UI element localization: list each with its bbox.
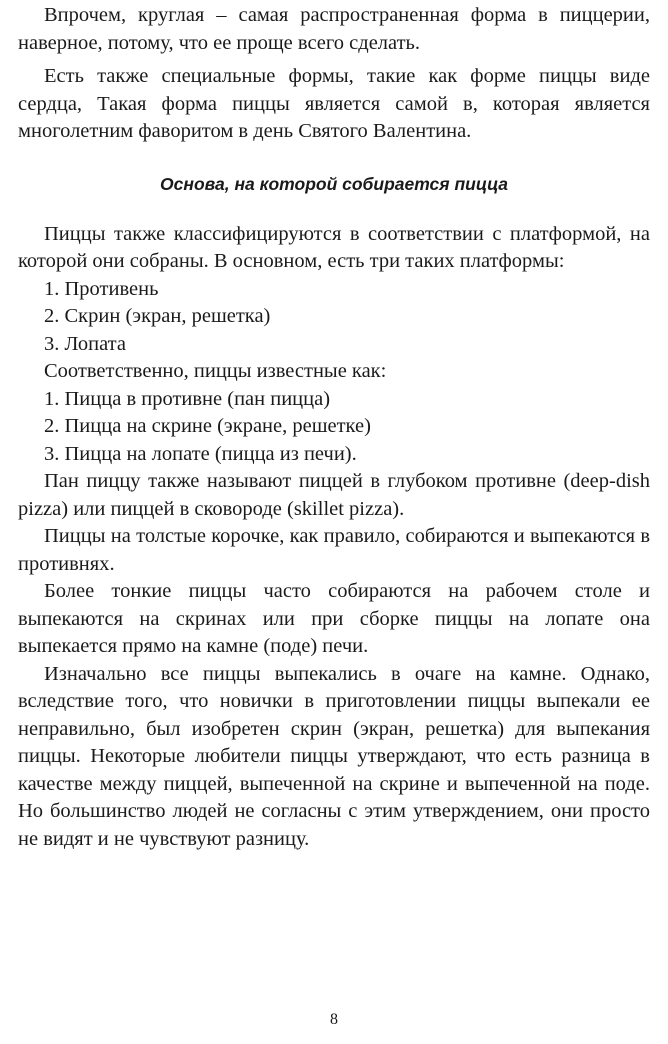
paragraph: Пиццы на толстые корочке, как правило, собираются и выпекаются в противнях.	[18, 525, 650, 575]
paragraph: Впрочем, круглая – самая распространенная форма в пиццерии, наверное, потому, что ее проще всего сделать.	[18, 4, 650, 54]
paragraph: Есть также специальные формы, такие как форме пиццы виде сердца, Такая форма пиццы является самой в, которая является многолетним фаворитом в день Святого Валентина.	[18, 65, 650, 142]
paragraph: Более тонкие пиццы часто собираются на рабочем столе и выпекаются на скринах или при сборке пиццы на лопате она выпекается прямо на камне (поде) печи.	[18, 580, 650, 657]
list-intro: Соответственно, пиццы известные как:	[44, 360, 387, 382]
page-number: 8	[330, 1011, 338, 1028]
page-content	[18, 0, 650, 853]
list-item: 1. Пицца в противне (пан пицца)	[44, 387, 331, 410]
list-item: 2. Скрин (экран, решетка)	[44, 305, 271, 327]
pizza-type-list	[18, 386, 650, 469]
paragraph: Изначально все пиццы выпекались в очаге на камне. Однако, вследствие того, что новички в приготовлении пиццы выпекали ее неправильно, был изобретен скрин (экран, решетка) для выпекания пиццы. Некоторые любители пиццы утверждают, что есть разница в качестве между пиццей, выпеченной на скрине и выпеченной на поде. Но большинство людей не согласны с этим утверждением, они просто не видят и не чувствуют разницу.	[18, 662, 650, 850]
list-item: 3. Лопата	[44, 332, 126, 355]
paragraph: Пан пиццу также называют пиццей в глубоком противне (deep-dish pizza) или пиццей в сковороде (skillet pizza).	[18, 470, 650, 520]
platform-list	[18, 276, 650, 359]
section-heading: Основа, на которой собирается пицца	[160, 173, 508, 194]
paragraph: Пиццы также классифицируются в соответствии с платформой, на которой они собраны. В основном, есть три таких платформы:	[18, 222, 650, 272]
list-item: 2. Пицца на скрине (экране, решетке)	[44, 415, 371, 437]
list-item: 1. Противень	[44, 277, 159, 300]
list-item: 3. Пицца на лопате (пицца из печи).	[44, 442, 357, 465]
